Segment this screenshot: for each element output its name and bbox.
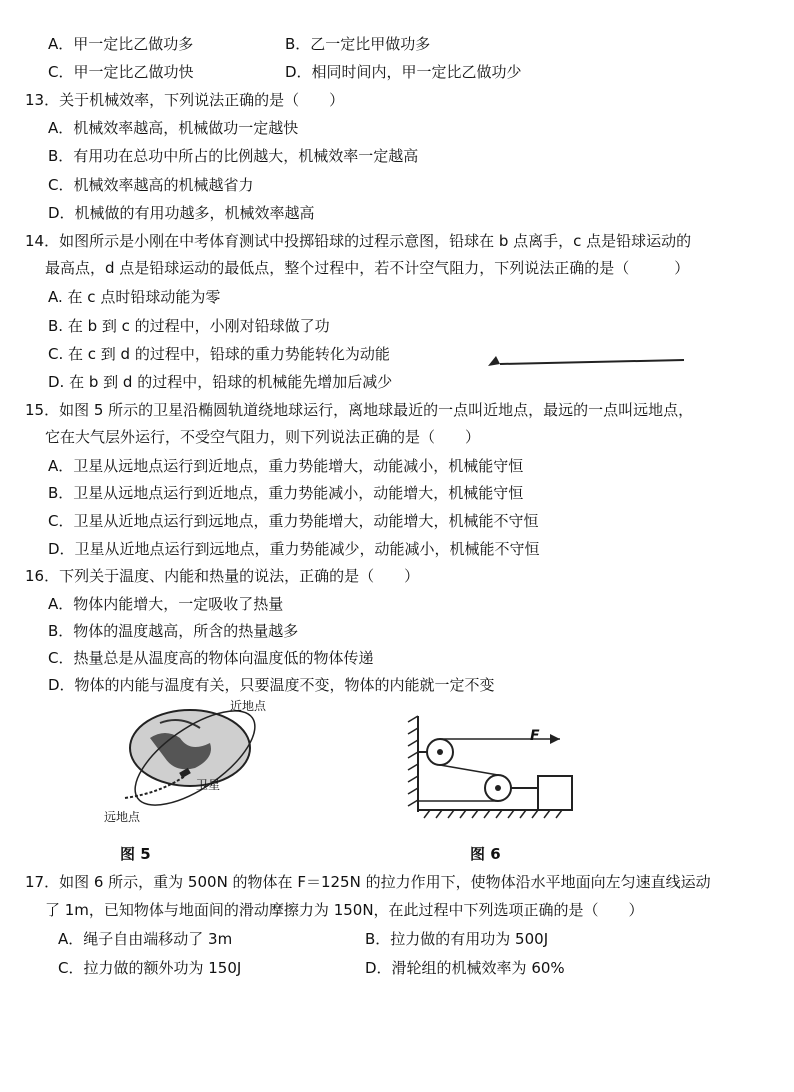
q14-option-d: D. 在 b 到 d 的过程中，铅球的机械能先增加后减少	[48, 373, 393, 391]
q15-option-a: A．卫星从远地点运行到近地点，重力势能增大，动能减小，机械能守恒	[48, 457, 524, 475]
q16-option-c: C．热量总是从温度高的物体向温度低的物体传递	[48, 649, 374, 667]
q17-option-d: D．滑轮组的机械效率为 60%	[365, 959, 565, 977]
shotput-figure-fragment	[486, 352, 686, 372]
q16-option-d: D．物体的内能与温度有关，只要温度不变，物体的内能就一定不变	[48, 676, 495, 694]
q17-option-c: C．拉力做的额外功为 150J	[58, 959, 242, 977]
q12-option-d: D．相同时间内，甲一定比乙做功少	[285, 63, 522, 81]
force-arrow-icon	[550, 734, 560, 744]
q16-option-a: A．物体内能增大，一定吸收了热量	[48, 595, 284, 613]
q16-option-b: B．物体的温度越高，所含的热量越多	[48, 622, 299, 640]
q14-stem-line1: 14．如图所示是小刚在中考体育测试中投掷铅球的过程示意图，铅球在 b 点离手，c 点是铅球运动的	[25, 232, 692, 250]
q16-stem: 16．下列关于温度、内能和热量的说法，正确的是（ ）	[25, 567, 420, 585]
q12-option-a: A．甲一定比乙做功多	[48, 35, 194, 53]
figure-5-caption: 图 5	[120, 845, 151, 863]
q15-option-d: D．卫星从近地点运行到远地点，重力势能减少，动能减小，机械能不守恒	[48, 540, 540, 558]
q13-option-b: B．有用功在总功中所占的比例越大，机械效率一定越高	[48, 147, 419, 165]
figure-6-caption: 图 6	[470, 845, 501, 863]
q17-stem-line2: 了 1m，已知物体与地面间的滑动摩擦力为 150N，在此过程中下列选项正确的是（ ）	[45, 901, 644, 919]
q15-option-b: B．卫星从远地点运行到近地点，重力势能减小，动能增大，机械能守恒	[48, 484, 524, 502]
fig5-label-bottom: 远地点	[104, 810, 141, 824]
figure-6-pulley	[400, 712, 580, 832]
q17-option-b: B．拉力做的有用功为 500J	[365, 930, 549, 948]
q15-option-c: C．卫星从近地点运行到远地点，重力势能增大，动能增大，机械能不守恒	[48, 512, 539, 530]
q13-option-d: D．机械做的有用功越多，机械效率越高	[48, 204, 315, 222]
q14-option-b: B. 在 b 到 c 的过程中，小刚对铅球做了功	[48, 317, 330, 335]
q17-option-a: A．绳子自由端移动了 3m	[58, 930, 233, 948]
q13-option-a: A．机械效率越高，机械做功一定越快	[48, 119, 299, 137]
fig5-label-near-top: 近地点	[230, 699, 267, 713]
q17-stem-line1: 17．如图 6 所示，重为 500N 的物体在 F＝125N 的拉力作用下，使物体沿水平地面向左匀速直线运动	[25, 873, 711, 891]
q14-option-a: A. 在 c 点时铅球动能为零	[48, 288, 221, 306]
q13-option-c: C．机械效率越高的机械越省力	[48, 176, 254, 194]
q13-stem: 13．关于机械效率，下列说法正确的是（ ）	[25, 91, 345, 109]
block-icon	[538, 776, 572, 810]
fig5-label-satellite: 卫星	[196, 778, 221, 792]
q15-stem-line2: 它在大气层外运行，不受空气阻力，则下列说法正确的是（ ）	[45, 428, 481, 446]
q12-option-c: C．甲一定比乙做功快	[48, 63, 194, 81]
fig6-label-force: F	[530, 728, 540, 744]
q14-stem-line2: 最高点，d 点是铅球运动的最低点，整个过程中，若不计空气阻力，下列说法正确的是（ ）	[45, 259, 690, 277]
q12-option-b: B．乙一定比甲做功多	[285, 35, 431, 53]
q15-stem-line1: 15．如图 5 所示的卫星沿椭圆轨道绕地球运行，离地球最近的一点叫近地点，最远的一点叫远地点，	[25, 401, 694, 419]
q14-option-c: C. 在 c 到 d 的过程中，铅球的重力势能转化为动能	[48, 345, 390, 363]
